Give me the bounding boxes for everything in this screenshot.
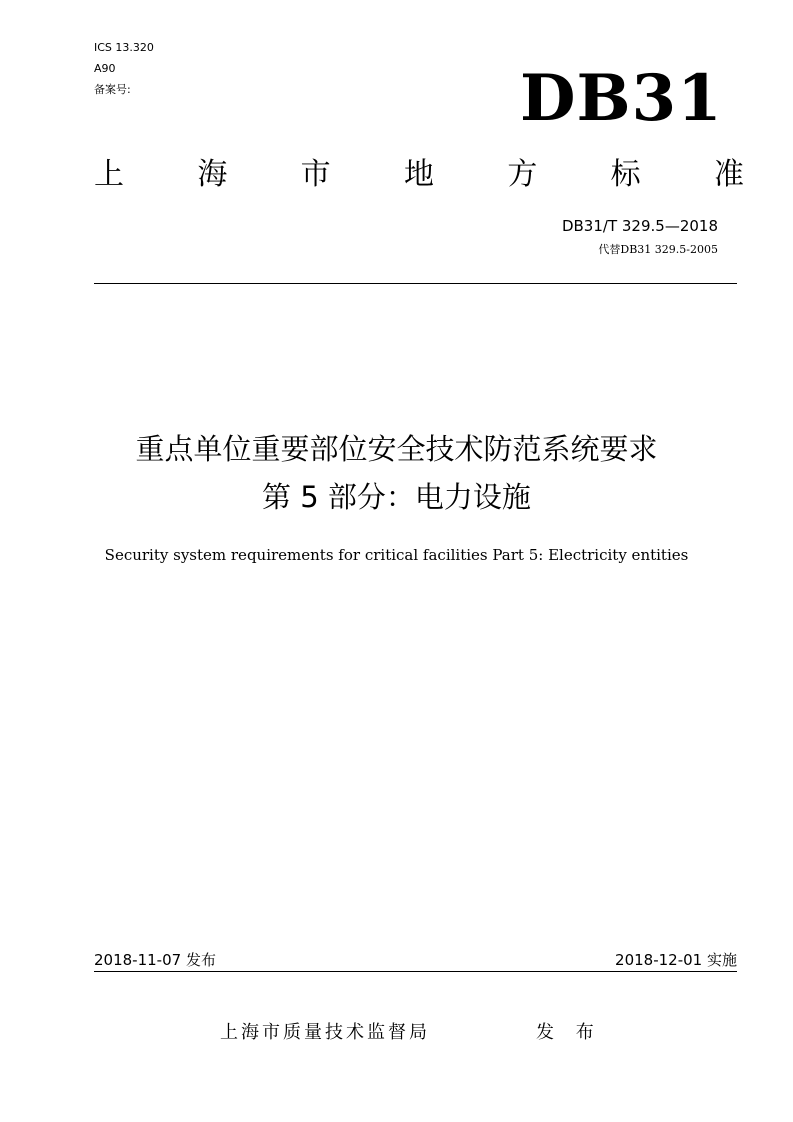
standard-category	[94, 154, 744, 196]
category-char: 地	[403, 157, 434, 192]
implementation-date: 2018-12-01 实施	[615, 951, 737, 969]
db31-logo: DB31	[520, 61, 723, 136]
document-title: 重点单位重要部位安全技术防范系统要求	[135, 432, 658, 466]
bottom-divider	[94, 971, 737, 972]
issued-label: 发 布	[536, 1022, 602, 1043]
ics-code: ICS 13.320	[94, 41, 154, 54]
record-number: 备案号:	[94, 83, 131, 96]
issuing-authority: 上海市质量技术监督局	[220, 1022, 430, 1043]
standard-number: DB31/T 329.5—2018	[561, 217, 718, 235]
english-title: Security system requirements for critical facilities Part 5: Electricity entities	[104, 546, 689, 564]
category-char: 标	[610, 157, 641, 192]
category-char: 准	[713, 157, 744, 192]
issue-date: 2018-11-07 发布	[94, 951, 216, 969]
category-char: 市	[300, 157, 331, 192]
category-char: 海	[197, 157, 228, 192]
top-divider	[94, 283, 737, 284]
classification-code: A90	[94, 62, 116, 75]
category-char: 上	[94, 157, 124, 192]
category-char: 方	[507, 157, 538, 192]
document-subtitle: 第 5 部分：电力设施	[262, 480, 531, 514]
replaces-standard: 代替DB31 329.5-2005	[598, 243, 718, 256]
